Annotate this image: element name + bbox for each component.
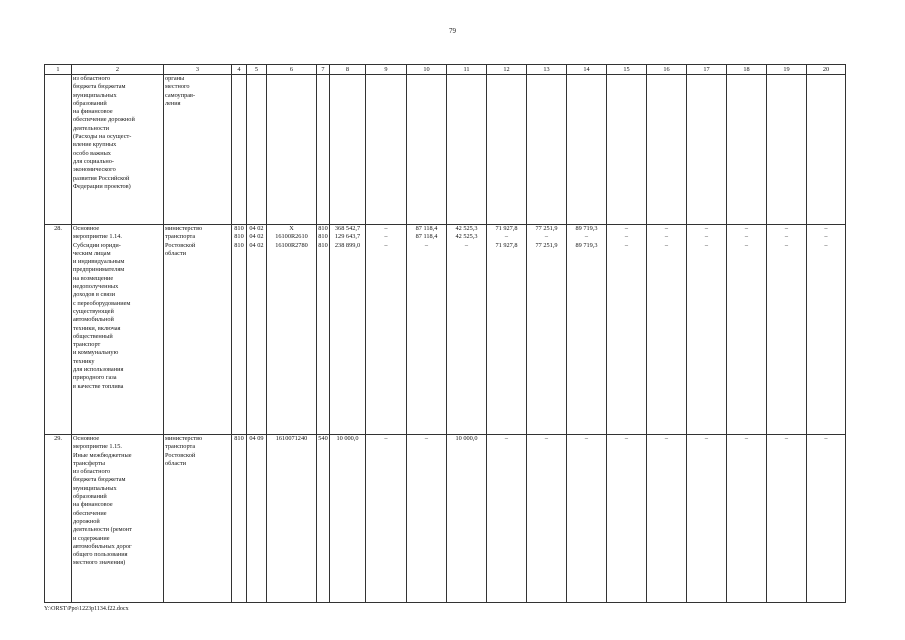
text-line: Ростовской bbox=[165, 241, 196, 249]
table-row-28 bbox=[45, 225, 846, 435]
cell-value: – bbox=[664, 241, 669, 249]
measure-name-cell bbox=[72, 75, 164, 225]
header-cell: 7 bbox=[317, 65, 330, 75]
cell-value: – bbox=[704, 225, 709, 232]
target-article-cell bbox=[267, 225, 317, 435]
year-cell bbox=[407, 225, 447, 435]
cell-value: 129 643,7 bbox=[334, 233, 361, 241]
year-cell: – bbox=[487, 435, 527, 603]
text-line: бюджета бюджетам bbox=[73, 83, 126, 91]
text-line: техники, включая bbox=[73, 324, 121, 332]
text-line: особо важных bbox=[73, 149, 111, 157]
text-line: трансферты bbox=[73, 459, 105, 467]
year-cell bbox=[687, 225, 727, 435]
text-line: образований bbox=[73, 493, 107, 501]
text-line: обеспечение bbox=[73, 509, 107, 517]
year-cell: – bbox=[807, 435, 846, 603]
year-cell: – bbox=[607, 435, 647, 603]
cell-value: 89 719,3 bbox=[575, 241, 598, 249]
section-cell bbox=[247, 225, 267, 435]
text-line: технику bbox=[73, 357, 95, 365]
text-line: общего пользования bbox=[73, 551, 128, 559]
grbs-cell: 810 bbox=[232, 435, 247, 603]
year-cell bbox=[767, 225, 807, 435]
cell-value: 368 542,7 bbox=[334, 225, 361, 232]
cell-value: – bbox=[624, 241, 629, 249]
year-cell: – bbox=[527, 435, 567, 603]
header-cell: 13 bbox=[527, 65, 567, 75]
cell-value: – bbox=[584, 233, 589, 241]
text-line: ческим лицам bbox=[73, 249, 111, 257]
text-line: на финансовое bbox=[73, 501, 113, 509]
cell-value: – bbox=[464, 241, 469, 249]
text-line: (Расходы на осущест- bbox=[73, 133, 132, 141]
header-cell: 3 bbox=[164, 65, 232, 75]
cell-value: 16100R2780 bbox=[275, 241, 308, 249]
cell-value: 87 118,4 bbox=[415, 225, 438, 232]
text-line: обеспечение дорожной bbox=[73, 116, 135, 124]
executor-cell bbox=[164, 225, 232, 435]
cell-value: – bbox=[624, 225, 629, 232]
header-cell: 10 bbox=[407, 65, 447, 75]
text-line: мероприятие 1.14. bbox=[73, 233, 122, 241]
header-cell: 8 bbox=[330, 65, 366, 75]
cell-value: 77 251,9 bbox=[535, 225, 558, 232]
empty-cell bbox=[567, 75, 607, 225]
expense-type-cell: 540 bbox=[317, 435, 330, 603]
empty-cell bbox=[727, 75, 767, 225]
text-line: развития Российской bbox=[73, 174, 130, 182]
header-cell: 5 bbox=[247, 65, 267, 75]
text-line: Основное bbox=[73, 435, 100, 442]
empty-cell bbox=[487, 75, 527, 225]
year-cell bbox=[727, 225, 767, 435]
measure-name-cell bbox=[72, 225, 164, 435]
text-line: области bbox=[165, 249, 187, 257]
text-line: органы bbox=[165, 75, 185, 82]
cell-value: 42 525,3 bbox=[455, 233, 478, 241]
header-cell: 20 bbox=[807, 65, 846, 75]
text-line: транспорт bbox=[73, 341, 101, 349]
empty-cell bbox=[247, 75, 267, 225]
text-line: из областного bbox=[73, 468, 111, 476]
cell-value: – bbox=[744, 233, 749, 241]
expense-type-cell bbox=[317, 225, 330, 435]
cell-value: 77 251,9 bbox=[535, 241, 558, 249]
table-row-continuation bbox=[45, 75, 846, 225]
cell-value: 810 bbox=[234, 233, 244, 241]
text-line: Федерации проектов) bbox=[73, 182, 131, 190]
empty-cell bbox=[267, 75, 317, 225]
cell-value: – bbox=[664, 233, 669, 241]
row-number-cell: 29. bbox=[45, 435, 72, 603]
year-cell bbox=[366, 225, 407, 435]
text-line: и коммунальную bbox=[73, 349, 119, 357]
cell-value: 238 899,0 bbox=[334, 241, 361, 249]
header-cell: 15 bbox=[607, 65, 647, 75]
executor-cell bbox=[164, 435, 232, 603]
text-line: экономического bbox=[73, 166, 116, 174]
cell-value: 810 bbox=[318, 233, 328, 241]
cell-value: – bbox=[544, 233, 549, 241]
cell-value: – bbox=[424, 241, 429, 249]
year-cell: – bbox=[567, 435, 607, 603]
year-cell: – bbox=[687, 435, 727, 603]
cell-value: – bbox=[784, 233, 789, 241]
cell-value: – bbox=[504, 233, 509, 241]
year-cell: 10 000,0 bbox=[447, 435, 487, 603]
text-line: транспорта bbox=[165, 233, 196, 241]
total-cell bbox=[330, 225, 366, 435]
year-cell: – bbox=[647, 435, 687, 603]
text-line: автомобильных дорог bbox=[73, 542, 132, 550]
cell-value: – bbox=[824, 241, 828, 249]
text-line: дорожной bbox=[73, 517, 100, 525]
empty-cell bbox=[407, 75, 447, 225]
cell-value: – bbox=[624, 233, 629, 241]
cell-value: 89 719,3 bbox=[575, 225, 598, 232]
text-line: мероприятие 1.15. bbox=[73, 443, 122, 451]
year-cell: – bbox=[727, 435, 767, 603]
cell-value: – bbox=[704, 233, 709, 241]
text-line: с переоборудованием bbox=[73, 299, 131, 307]
text-line: бюджета бюджетам bbox=[73, 476, 126, 484]
header-cell: 16 bbox=[647, 65, 687, 75]
text-line: образований bbox=[73, 99, 107, 107]
cell-value: – bbox=[824, 233, 828, 241]
header-cell: 17 bbox=[687, 65, 727, 75]
grbs-cell bbox=[232, 225, 247, 435]
cell-value: – bbox=[664, 225, 669, 232]
text-line: природного газа bbox=[73, 374, 117, 382]
cell-value: – bbox=[784, 241, 789, 249]
year-cell: – bbox=[407, 435, 447, 603]
text-line: муниципальных bbox=[73, 91, 117, 99]
header-cell: 9 bbox=[366, 65, 407, 75]
header-cell: 12 bbox=[487, 65, 527, 75]
column-number-row bbox=[45, 65, 846, 75]
cell-value: 71 927,8 bbox=[495, 225, 518, 232]
text-line: муниципальных bbox=[73, 484, 117, 492]
cell-value: 04 02 bbox=[249, 241, 264, 249]
header-cell: 6 bbox=[267, 65, 317, 75]
year-cell bbox=[607, 225, 647, 435]
empty-cell bbox=[317, 75, 330, 225]
text-line: недополученных bbox=[73, 283, 119, 291]
text-line: самоуправ- bbox=[165, 91, 196, 99]
program-table bbox=[44, 64, 846, 603]
text-line: ления bbox=[165, 99, 181, 107]
empty-cell bbox=[647, 75, 687, 225]
header-cell: 2 bbox=[72, 65, 164, 75]
page-number: 79 bbox=[449, 27, 456, 35]
empty-cell bbox=[330, 75, 366, 225]
text-line: из областного bbox=[73, 75, 111, 82]
empty-cell bbox=[607, 75, 647, 225]
cell-value: – bbox=[704, 241, 709, 249]
text-line: существующей bbox=[73, 307, 114, 315]
cell-value: – bbox=[384, 225, 388, 232]
empty-cell bbox=[687, 75, 727, 225]
file-path-footer: Y:\ORST\Ppo\1223p1134.f22.docx bbox=[44, 606, 129, 612]
executor-cell bbox=[164, 75, 232, 225]
empty-cell bbox=[527, 75, 567, 225]
cell-value: – bbox=[824, 225, 828, 232]
cell-value: 42 525,3 bbox=[455, 225, 478, 232]
empty-cell bbox=[807, 75, 846, 225]
cell-value: 71 927,8 bbox=[495, 241, 518, 249]
year-cell: – bbox=[366, 435, 407, 603]
text-line: Ростовской bbox=[165, 451, 196, 459]
header-cell: 4 bbox=[232, 65, 247, 75]
cell-value: – bbox=[744, 225, 749, 232]
row-number-cell: 28. bbox=[45, 225, 72, 435]
text-line: для использования bbox=[73, 366, 124, 374]
cell-value: 810 bbox=[318, 241, 328, 249]
text-line: и содержание bbox=[73, 534, 110, 542]
text-line: местного значения) bbox=[73, 559, 126, 567]
row-number-cell bbox=[45, 75, 72, 225]
year-cell bbox=[567, 225, 607, 435]
text-line: области bbox=[165, 459, 187, 467]
cell-value: – bbox=[784, 225, 789, 232]
text-line: Субсидии юриди- bbox=[73, 241, 121, 249]
cell-value: 04 02 bbox=[249, 233, 264, 241]
total-cell: 10 000,0 bbox=[330, 435, 366, 603]
year-cell bbox=[647, 225, 687, 435]
cell-value: X bbox=[289, 225, 294, 232]
cell-value: – bbox=[384, 233, 388, 241]
empty-cell bbox=[447, 75, 487, 225]
empty-cell bbox=[767, 75, 807, 225]
text-line: транспорта bbox=[165, 443, 196, 451]
cell-value: 810 bbox=[234, 241, 244, 249]
table-row-29 bbox=[45, 435, 846, 603]
text-line: Иные межбюджетные bbox=[73, 451, 132, 459]
empty-cell bbox=[232, 75, 247, 225]
text-line: и индивидуальным bbox=[73, 258, 125, 266]
header-cell: 1 bbox=[45, 65, 72, 75]
year-cell bbox=[487, 225, 527, 435]
header-cell: 11 bbox=[447, 65, 487, 75]
year-cell bbox=[527, 225, 567, 435]
text-line: деятельности (ремонт bbox=[73, 526, 132, 534]
cell-value: 04 02 bbox=[249, 225, 264, 232]
target-article-cell: 1610071240 bbox=[267, 435, 317, 603]
cell-value: 87 118,4 bbox=[415, 233, 438, 241]
text-line: министерство bbox=[165, 435, 203, 442]
header-cell: 18 bbox=[727, 65, 767, 75]
text-line: общественный bbox=[73, 332, 113, 340]
text-line: деятельности bbox=[73, 124, 110, 132]
text-line: доходов в связи bbox=[73, 291, 115, 299]
cell-value: 810 bbox=[318, 225, 328, 232]
text-line: вление крупных bbox=[73, 141, 117, 149]
cell-value: 16100R2610 bbox=[275, 233, 308, 241]
year-cell bbox=[447, 225, 487, 435]
text-line: для социально- bbox=[73, 157, 114, 165]
header-cell: 14 bbox=[567, 65, 607, 75]
text-line: Основное bbox=[73, 225, 100, 232]
cell-value: – bbox=[744, 241, 749, 249]
year-cell: – bbox=[767, 435, 807, 603]
header-cell: 19 bbox=[767, 65, 807, 75]
text-line: на возмещение bbox=[73, 274, 114, 282]
cell-value: 810 bbox=[234, 225, 244, 232]
text-line: в качестве топлива bbox=[73, 382, 124, 390]
measure-name-cell bbox=[72, 435, 164, 603]
cell-value: – bbox=[384, 241, 388, 249]
text-line: автомобильной bbox=[73, 316, 114, 324]
text-line: предпринимателям bbox=[73, 266, 125, 274]
text-line: местного bbox=[165, 83, 190, 91]
year-cell bbox=[807, 225, 846, 435]
text-line: на финансовое bbox=[73, 108, 113, 116]
empty-cell bbox=[366, 75, 407, 225]
text-line: министерство bbox=[165, 225, 203, 232]
section-cell: 04 09 bbox=[247, 435, 267, 603]
